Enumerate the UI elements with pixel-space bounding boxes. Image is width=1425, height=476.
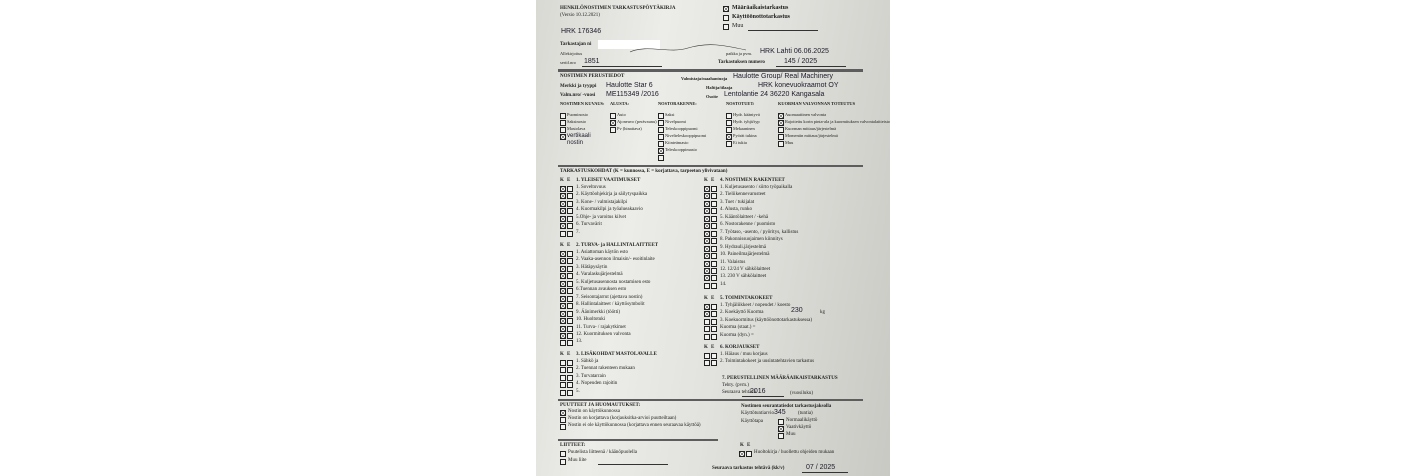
sec4-k-checkbox-10[interactable]	[704, 261, 710, 267]
category-3-checkbox-4[interactable]	[726, 141, 732, 147]
serial-label: sertif.nro	[560, 60, 576, 65]
sec3-item-4: 5.	[576, 388, 580, 394]
sec4-e-checkbox-4[interactable]	[711, 216, 717, 222]
category-3-item-1: Hydr. tyhjä/typ	[733, 119, 760, 124]
legend: TARKASTUSKOHDAT (K = kunnossa, E = korjattava, tarpeeton ylivivataan)	[560, 169, 728, 174]
fault-checkbox-1[interactable]	[560, 417, 566, 423]
sec4-e-checkbox-0[interactable]	[711, 186, 717, 192]
sec2-e-checkbox-9[interactable]	[567, 318, 573, 324]
sec4-k-checkbox-12[interactable]	[704, 275, 710, 281]
type-checkbox-other[interactable]	[723, 24, 729, 30]
sec4-item-7: 8. Pakonnissuojaimen kiinnitys	[720, 237, 783, 243]
sec1-k-checkbox-2[interactable]	[560, 201, 566, 207]
attachments-divider	[558, 439, 718, 441]
inspection-form-sheet	[536, 0, 890, 476]
fault-item-1: Nostin on korjattava (korjauksitka-arvioi puutteiltaan)	[568, 416, 677, 421]
sec4-item-10: 11. Valaistus	[720, 259, 746, 265]
type-checkbox-commissioning[interactable]	[723, 15, 729, 21]
sec4-e-checkbox-6[interactable]	[711, 231, 717, 237]
sec3-e-checkbox-2[interactable]	[567, 375, 573, 381]
sec2-k-checkbox-12[interactable]	[560, 340, 566, 346]
sec6-e-label: E	[711, 345, 715, 350]
sec1-item-2: 3. Kone- / valmistajakilpi	[576, 199, 628, 205]
category-2-checkbox-6[interactable]	[658, 155, 664, 161]
sec3-e-checkbox-0[interactable]	[567, 360, 573, 366]
usage-label: Käyttötapa	[741, 419, 763, 424]
sec3-e-checkbox-3[interactable]	[567, 382, 573, 388]
category-3-item-2: Mekaaninen	[733, 126, 755, 131]
sec2-k-label: K	[560, 243, 564, 248]
sec2-item-5: 6.Tuennan avauksen esto	[576, 287, 627, 293]
sec2-item-8: 9. Äänimerkki (töötti)	[576, 309, 621, 315]
sec6-title: 6. KORJAUKSET	[720, 345, 760, 350]
sec1-k-checkbox-4[interactable]	[560, 216, 566, 222]
category-title-3: NOSTOTUET:	[726, 101, 755, 106]
type-option-commissioning: Käyttöönottotarkastus	[732, 14, 790, 20]
hours-unit: (tuntia)	[798, 411, 813, 416]
sec4-e-checkbox-11[interactable]	[711, 268, 717, 274]
serial-year: ME115349 /2016	[606, 91, 659, 98]
category-2-checkbox-5[interactable]	[658, 148, 664, 154]
sec4-k-checkbox-8[interactable]	[704, 246, 710, 252]
sec2-k-checkbox-5[interactable]	[560, 288, 566, 294]
sec3-k-checkbox-2[interactable]	[560, 375, 566, 381]
category-4-item-1: Rajoitettu korin pinta-ala ja kuormituksen valvontalaitteisto	[785, 119, 890, 124]
form-version: (Versio 10.12.2021)	[560, 13, 600, 18]
sec2-item-10: 11. Turva- / rajakytkimet	[576, 324, 626, 330]
sec7-title: 7. PERUSTELLINEN MÄÄRÄAIKAISTARKASTUS	[722, 376, 838, 381]
category-4-item-0: Auomaattinen valvonta	[785, 112, 827, 117]
place-date: HRK Lahti 06.06.2025	[760, 48, 829, 55]
address: Lentolantie 24 36220 Kangasala	[724, 91, 825, 98]
address-label: Osoite	[706, 94, 718, 99]
sec5-item-2: 3. Koekuormitus (käyttöönottotarkastuksessa)	[720, 317, 813, 323]
category-2-checkbox-1[interactable]	[658, 120, 664, 126]
category-2-checkbox-3[interactable]	[658, 134, 664, 140]
sec3-k-checkbox-1[interactable]	[560, 367, 566, 373]
sec4-e-label: E	[711, 178, 715, 183]
sec3-e-checkbox-4[interactable]	[567, 390, 573, 396]
type-option-periodic: Määräaikaistarkastus	[732, 5, 789, 11]
attachment-item-1: Muu liite	[568, 458, 587, 463]
holder: HRK konevuokraamot OY	[758, 82, 839, 89]
service-e-checkbox[interactable]	[746, 451, 752, 457]
sec1-e-checkbox-0[interactable]	[567, 186, 573, 192]
signature-label: Allekirjoitus	[560, 51, 583, 56]
sec3-k-checkbox-0[interactable]	[560, 360, 566, 366]
service-label: Huoltokirja / huollettu ohjeiden mukaan	[754, 450, 835, 455]
sec2-e-checkbox-0[interactable]	[567, 251, 573, 257]
sec4-e-checkbox-12[interactable]	[711, 275, 717, 281]
category-2-item-5: Teleskooppimasto	[665, 147, 697, 152]
sec1-e-label: E	[567, 178, 571, 183]
category-3-checkbox-2[interactable]	[726, 127, 732, 133]
sec5-item-3: Kuorma (staat.) =	[720, 325, 756, 331]
sec3-title: 3. LISÄKOHDAT MASTOLAVALLE	[576, 352, 657, 357]
sec4-k-checkbox-0[interactable]	[704, 186, 710, 192]
model-label: Merkki ja tyyppi	[560, 84, 597, 89]
sec5-load-unit: kg	[820, 310, 825, 315]
category-3-checkbox-1[interactable]	[726, 120, 732, 126]
fault-item-2: Nostin ei ole käyttökunnossa (korjattava ennen seuraavaa käyttöä)	[568, 423, 701, 428]
basic-info-title: NOSTIMEN PERUSTIEDOT	[560, 74, 625, 79]
category-1-item-1: Ajoneuvo (perävaunu)	[617, 119, 657, 124]
model: Haulotte Star 6	[606, 82, 653, 89]
type-checkbox-periodic[interactable]	[723, 6, 729, 12]
sec3-k-label: K	[560, 352, 564, 357]
sec7-underline	[742, 396, 784, 397]
category-1-checkbox-1[interactable]	[610, 120, 616, 126]
category-2-item-3: Nivelteleskooppipuomi	[665, 133, 707, 138]
sec2-item-9: 10. Huoltotuki	[576, 317, 606, 323]
sec4-k-checkbox-1[interactable]	[704, 193, 710, 199]
sec6-item-0: 1. Häiaus / muu korjaus	[720, 352, 768, 357]
category-0-item-1: Saksinosto	[567, 119, 587, 124]
next-inspection-value: 07 / 2025	[806, 464, 836, 471]
sec1-e-checkbox-1[interactable]	[567, 193, 573, 199]
sec2-k-checkbox-1[interactable]	[560, 258, 566, 264]
sec1-k-checkbox-1[interactable]	[560, 193, 566, 199]
sec7-next-year: 2016	[750, 388, 766, 395]
sec4-e-checkbox-13[interactable]	[711, 283, 717, 289]
category-3-item-3: Pyörät tukina	[733, 133, 757, 138]
sec1-item-1: 2. Käyttöohjekirja ja säilytyspaikka	[576, 192, 648, 198]
sec4-k-checkbox-3[interactable]	[704, 208, 710, 214]
sec5-item-0: 1. Tyhjäliikkeet / nopeudet / koesto	[720, 303, 791, 308]
sec4-e-checkbox-7[interactable]	[711, 238, 717, 244]
sec2-e-label: E	[567, 243, 571, 248]
sec2-item-2: 3. Hätäpysäytin	[576, 264, 608, 270]
sec4-k-label: K	[704, 178, 708, 183]
sec2-e-checkbox-4[interactable]	[567, 281, 573, 287]
other-underline	[748, 30, 818, 31]
attachment-item-0: Puutelista liitteenä / käänöpuolella	[568, 450, 638, 455]
sec2-item-4: 5. Kuljetusasennosta nostamisen esto	[576, 279, 651, 285]
category-4-checkbox-1[interactable]	[778, 120, 784, 126]
sec2-e-checkbox-5[interactable]	[567, 288, 573, 294]
sec2-item-6: 7. Seisontajarrut (ajettava nostin)	[576, 294, 643, 300]
sec4-e-checkbox-2[interactable]	[711, 201, 717, 207]
category-1-item-2: Pv (hinattava)	[617, 126, 642, 131]
sec2-e-checkbox-8[interactable]	[567, 311, 573, 317]
category-1-item-0: Auto	[617, 112, 626, 117]
sec2-k-checkbox-0[interactable]	[560, 251, 566, 257]
sec1-item-6: 7.	[576, 229, 580, 235]
sec1-k-checkbox-6[interactable]	[560, 231, 566, 237]
sec2-k-checkbox-3[interactable]	[560, 273, 566, 279]
service-k-checkbox[interactable]	[739, 451, 745, 457]
sec3-item-3: 4. Nopeuden rajoitin	[576, 381, 618, 387]
sec4-item-2: 3. Tuet / tukijalat	[720, 199, 755, 205]
sec4-k-checkbox-6[interactable]	[704, 231, 710, 237]
sec1-e-checkbox-5[interactable]	[567, 223, 573, 229]
sec5-item-1: 2. Koekäyttö Kuorma	[720, 310, 764, 316]
sec5-load-value: 230	[791, 307, 803, 314]
sec5-e-checkbox-3[interactable]	[711, 326, 717, 332]
category-0-item-3: vertikaali nostin	[567, 133, 591, 146]
sec4-item-0: 1. Kuljetusasento / siirto työpaikalla	[720, 185, 793, 190]
sec1-title: 1. YLEISET VAATIMUKSET	[576, 178, 641, 183]
inspection-number: 145 / 2025	[784, 58, 818, 65]
sec4-item-11: 12. 12/24 V sähkölaitteet	[720, 266, 771, 272]
sec3-item-1: 2. Tuennat rakenteen mukaan	[576, 366, 635, 372]
attachments-title: LIITTEET:	[560, 443, 586, 448]
sec2-item-3: 4. Varalaskujärjestelmä	[576, 272, 623, 278]
sec5-k-label: K	[704, 296, 708, 301]
usage-checkbox-1[interactable]	[778, 426, 784, 432]
sec2-item-11: 12. Kuormituksen valvonta	[576, 331, 631, 337]
usage-option-1: Vaativkäyttö	[786, 425, 812, 430]
section-divider	[558, 69, 863, 72]
sec4-k-checkbox-11[interactable]	[704, 268, 710, 274]
sec5-k-checkbox-1[interactable]	[704, 311, 710, 317]
sec5-k-checkbox-2[interactable]	[704, 319, 710, 325]
sec6-e-checkbox-0[interactable]	[711, 353, 717, 359]
hours-label: Käyttötuntiarvio	[741, 411, 775, 416]
sec5-title: 5. TOIMINTAKOKEET	[720, 296, 773, 301]
sec4-k-checkbox-7[interactable]	[704, 238, 710, 244]
sec4-e-checkbox-5[interactable]	[711, 223, 717, 229]
sec4-item-3: 4. Alusta, runko	[720, 207, 752, 213]
category-4-checkbox-4[interactable]	[778, 141, 784, 147]
category-1-checkbox-0[interactable]	[610, 113, 616, 119]
sec4-k-checkbox-4[interactable]	[704, 216, 710, 222]
sec5-e-checkbox-0[interactable]	[711, 304, 717, 310]
category-2-checkbox-2[interactable]	[658, 127, 664, 133]
sec2-k-checkbox-4[interactable]	[560, 281, 566, 287]
sec4-item-9: 10. Paineilmajärjestelmä	[720, 252, 770, 258]
holder-label: Haltija/tilaaja	[706, 85, 733, 90]
category-0-checkbox-0[interactable]	[560, 113, 566, 119]
form-title: HENKILÖNOSTIMEN TARKASTUSPÖYTÄKIRJA	[560, 6, 676, 11]
sec2-k-checkbox-7[interactable]	[560, 303, 566, 309]
sec5-k-checkbox-0[interactable]	[704, 304, 710, 310]
category-2-checkbox-0[interactable]	[658, 113, 664, 119]
sec3-item-0: 1. Sähkö ja	[576, 359, 599, 364]
manufacturer-label: Valmistaja/maahantuoja	[681, 76, 728, 81]
category-0-item-0: Puominosto	[567, 112, 588, 117]
sec2-item-12: 13.	[576, 339, 583, 345]
sec3-e-checkbox-1[interactable]	[567, 367, 573, 373]
sec2-e-checkbox-6[interactable]	[567, 296, 573, 302]
sec1-item-4: 5.Ohje- ja varoitus kilvet	[576, 214, 626, 220]
category-2-item-1: Nivelpuomi	[665, 119, 686, 124]
sec1-e-checkbox-4[interactable]	[567, 216, 573, 222]
next-inspection-underline	[802, 472, 848, 473]
place-date-label: paikka ja pvm.	[726, 51, 752, 56]
sec5-item-4: Kuorma (dyn.) =	[720, 332, 754, 338]
serial-underline	[582, 66, 662, 67]
sec4-k-checkbox-9[interactable]	[704, 253, 710, 259]
next-inspection-label: Seuraava tarkastus tehtävä (kk/v)	[712, 466, 785, 471]
sec6-k-checkbox-0[interactable]	[704, 353, 710, 359]
sec4-item-4: 5. Kääntölaitteet / -kehä	[720, 214, 769, 220]
sec7-next-label: Seuraava tehtävä	[722, 390, 757, 395]
sec5-k-checkbox-4[interactable]	[704, 334, 710, 340]
sec4-e-checkbox-8[interactable]	[711, 246, 717, 252]
attachment-checkbox-1[interactable]	[560, 459, 566, 465]
document-id: HRK 176346	[561, 28, 602, 35]
attachment-checkbox-0[interactable]	[560, 451, 566, 457]
fault-item-0: Nostin on käyttökunnossa	[568, 409, 620, 414]
sec1-item-3: 4. Kuormakilpi ja työalueakaavio	[576, 207, 643, 213]
sec4-item-13: 14.	[720, 281, 727, 287]
category-title-4: KUORMAN VALVONNAN TOTEUTUS	[778, 101, 856, 106]
sec2-k-checkbox-8[interactable]	[560, 311, 566, 317]
sec4-e-checkbox-1[interactable]	[711, 193, 717, 199]
category-3-item-4: Ei tukia	[733, 140, 747, 145]
usage-checkbox-0[interactable]	[778, 419, 784, 425]
sec1-k-label: K	[560, 178, 564, 183]
certificate-number: 1851	[584, 58, 600, 65]
legend-divider	[558, 165, 863, 167]
service-k-label: K	[740, 443, 744, 448]
sec2-e-checkbox-10[interactable]	[567, 326, 573, 332]
sec4-item-12: 13. 230 V sähkölaitteet	[720, 274, 767, 280]
sec4-item-5: 6. Nostorakenne / puomisto	[720, 222, 776, 228]
category-1-checkbox-2[interactable]	[610, 127, 616, 133]
sec5-e-label: E	[711, 296, 715, 301]
sec1-e-checkbox-2[interactable]	[567, 201, 573, 207]
sec4-k-checkbox-2[interactable]	[704, 201, 710, 207]
category-4-checkbox-0[interactable]	[778, 113, 784, 119]
category-3-checkbox-0[interactable]	[726, 113, 732, 119]
type-option-other: Muu	[732, 23, 744, 29]
sec2-e-checkbox-7[interactable]	[567, 303, 573, 309]
sec4-e-checkbox-9[interactable]	[711, 253, 717, 259]
sec5-k-checkbox-3[interactable]	[704, 326, 710, 332]
usage-option-2: Muu	[786, 432, 796, 437]
sec1-item-5: 6. Turvavärit	[576, 222, 602, 228]
sec2-e-checkbox-12[interactable]	[567, 340, 573, 346]
category-4-checkbox-3[interactable]	[778, 134, 784, 140]
fault-checkbox-2[interactable]	[560, 424, 566, 430]
category-0-checkbox-2[interactable]	[560, 127, 566, 133]
usage-option-0: Normaalikäyttö	[786, 418, 818, 423]
sec3-item-2: 3. Turvatarrain	[576, 373, 606, 379]
serial-year-label: Valm.nro/ -vuosi	[560, 93, 596, 98]
sec3-k-checkbox-3[interactable]	[560, 382, 566, 388]
category-title-0: NOSTIMEN KUVAUS:	[560, 101, 605, 106]
sec4-title: 4. NOSTIMEN RAKENTEET	[720, 178, 785, 183]
faults-title: PUUTTEET JA HUOMAUTUKSET:	[560, 403, 641, 408]
sec3-e-label: E	[567, 352, 571, 357]
sec4-item-1: 2. Tieliikennevarusteet	[720, 192, 766, 198]
category-title-2: NOSTORAKENNE:	[658, 101, 697, 106]
sec4-item-6: 7. Työtaso, -asento, / pyöritys, kallistus	[720, 229, 799, 235]
attachment-underline	[598, 464, 668, 465]
category-0-checkbox-1[interactable]	[560, 120, 566, 126]
sec7-next-suffix: (vuosiluku)	[790, 391, 814, 396]
sec4-k-checkbox-13[interactable]	[704, 283, 710, 289]
sec1-e-checkbox-3[interactable]	[567, 208, 573, 214]
sec2-item-1: 2. Vaaka-asennon ilmaisin/- esoitinlaite	[576, 257, 655, 263]
category-0-checkbox-3[interactable]	[560, 134, 566, 140]
sec2-k-checkbox-10[interactable]	[560, 326, 566, 332]
sec4-e-checkbox-10[interactable]	[711, 261, 717, 267]
fault-checkbox-0[interactable]	[560, 410, 566, 416]
category-4-item-3: Momentin mittaus/järjestelmä	[785, 133, 838, 138]
category-0-item-2: Mastolava	[567, 126, 586, 131]
sec2-e-checkbox-2[interactable]	[567, 266, 573, 272]
sec2-k-checkbox-2[interactable]	[560, 266, 566, 272]
sec5-e-checkbox-1[interactable]	[711, 311, 717, 317]
category-3-item-0: Hydr. kääntyvä	[733, 112, 760, 117]
sec2-item-7: 8. Hallintalaitteet / käyttösymbolit	[576, 302, 645, 308]
sec5-e-checkbox-2[interactable]	[711, 319, 717, 325]
sec6-k-checkbox-1[interactable]	[704, 360, 710, 366]
category-4-item-2: Kuorman mittaus/järjestelmä	[785, 126, 837, 131]
sec2-title: 2. TURVA- ja HALLINTALAITTEET	[576, 243, 659, 248]
sec1-k-checkbox-0[interactable]	[560, 186, 566, 192]
category-2-checkbox-4[interactable]	[658, 141, 664, 147]
sec1-item-0: 1. Soveltuvuus	[576, 185, 606, 190]
sec2-e-checkbox-11[interactable]	[567, 333, 573, 339]
sec6-k-label: K	[704, 345, 708, 350]
sec4-k-checkbox-5[interactable]	[704, 223, 710, 229]
sec3-k-checkbox-4[interactable]	[560, 390, 566, 396]
service-e-label: E	[747, 443, 751, 448]
category-4-checkbox-2[interactable]	[778, 127, 784, 133]
sec2-k-checkbox-11[interactable]	[560, 333, 566, 339]
category-4-item-4: Muu	[785, 140, 794, 145]
category-title-1: ALUSTA:	[610, 101, 629, 106]
sec4-item-8: 9. Hydrauli.järjestelmä	[720, 244, 766, 250]
sec1-e-checkbox-6[interactable]	[567, 231, 573, 237]
usage-checkbox-2[interactable]	[778, 433, 784, 439]
monitoring-title: Nostimen seurantatiedot tarkastusjaksolla	[741, 404, 832, 409]
sec2-k-checkbox-9[interactable]	[560, 318, 566, 324]
sec1-k-checkbox-3[interactable]	[560, 208, 566, 214]
category-2-item-2: Teleskooppipuomi	[665, 126, 698, 131]
category-3-checkbox-3[interactable]	[726, 134, 732, 140]
sec2-item-0: 1. Asiattoman käytön esto	[576, 250, 628, 255]
category-2-item-4: Kiinteämasto	[665, 140, 689, 145]
inspection-number-label: Tarkastuksen numero	[718, 60, 765, 65]
inspector-label: Tarkastajan ni	[560, 42, 592, 47]
sec6-e-checkbox-1[interactable]	[711, 360, 717, 366]
sec2-k-checkbox-6[interactable]	[560, 296, 566, 302]
sec4-e-checkbox-3[interactable]	[711, 208, 717, 214]
category-2-item-0: Saksi	[665, 112, 675, 117]
number-underline	[776, 66, 846, 67]
sec7-date-label: Tehty. (pvm.)	[722, 383, 749, 388]
sec6-item-1: 2. Toimintakokeet ja uusintatehtavien tarkastus	[720, 359, 815, 365]
sec2-e-checkbox-3[interactable]	[567, 273, 573, 279]
manufacturer: Haulotte Group/ Real Machinery	[733, 73, 833, 80]
sec5-e-checkbox-4[interactable]	[711, 334, 717, 340]
hours-value: 345	[774, 409, 786, 416]
sec2-e-checkbox-1[interactable]	[567, 258, 573, 264]
sec1-k-checkbox-5[interactable]	[560, 223, 566, 229]
faults-divider	[558, 399, 863, 401]
